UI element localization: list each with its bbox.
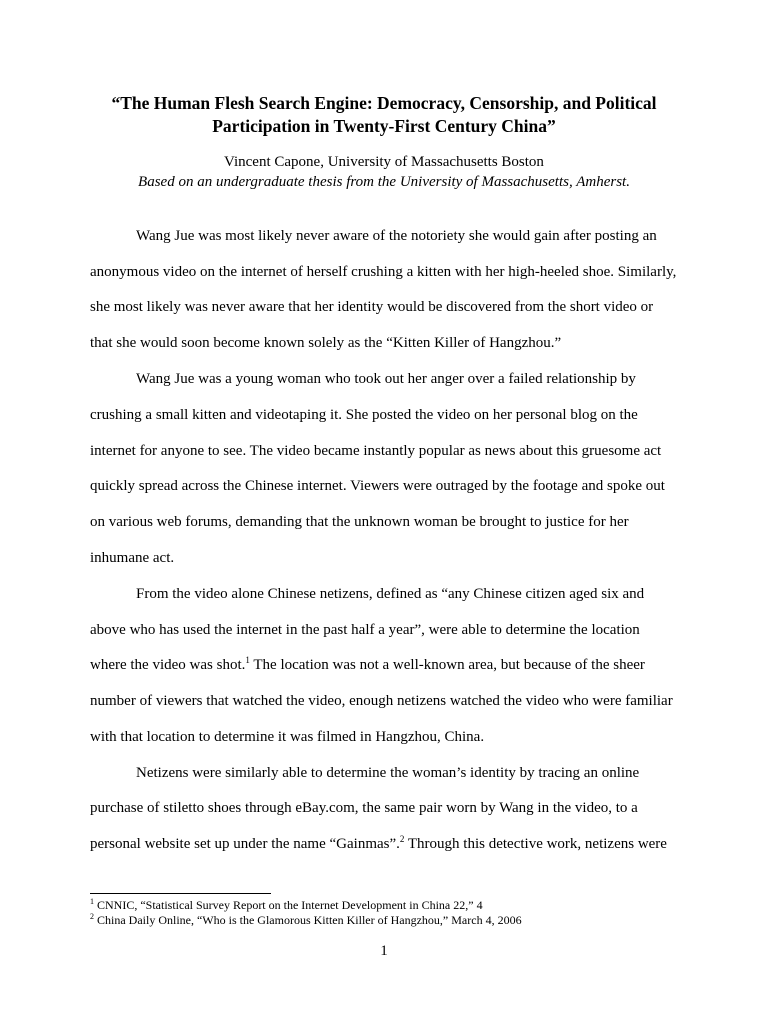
body-line-10: inhumane act. — [90, 550, 175, 566]
footnote-2-text: China Daily Online, “Who is the Glamorous Kitten Killer of Hangzhou,” March 4, 2006 — [94, 913, 522, 927]
body-line-5: Wang Jue was a young woman who took out her anger over a failed relationship by — [136, 371, 636, 387]
body-line-4: that she would soon become known solely as the “Kitten Killer of Hangzhou.” — [90, 335, 562, 351]
body-line-11: From the video alone Chinese netizens, defined as “any Chinese citizen aged six and — [136, 586, 645, 602]
body-line-7: internet for anyone to see. The video became instantly popular as news about this gruesome act — [90, 443, 662, 459]
body-line-18-text-b: Through this detective work, netizens were — [404, 836, 667, 852]
body-line-1: Wang Jue was most likely never aware of the notoriety she would gain after posting an — [136, 228, 657, 244]
body-line-13-text-b: The location was not a well-known area, but because of the sheer — [249, 657, 645, 673]
body-line-16: Netizens were similarly able to determine the woman’s identity by tracing an online — [136, 765, 640, 781]
body-line-18 — [90, 834, 667, 854]
footnote-separator — [90, 893, 271, 894]
footnote-2 — [90, 913, 522, 928]
page-number: 1 — [380, 943, 388, 959]
body-line-9: on various web forums, demanding that the unknown woman be brought to justice for her — [90, 514, 629, 530]
title-line-1: “The Human Flesh Search Engine: Democracy, Censorship, and Political — [111, 93, 657, 113]
footnote-ref-1: 1 — [245, 655, 250, 665]
body-line-14: number of viewers that watched the video, enough netizens watched the video who were familiar — [90, 693, 673, 709]
footnote-2-number: 2 — [90, 912, 94, 921]
body-line-13-text-a: where the video was shot. — [90, 657, 246, 673]
footnote-1-number: 1 — [90, 897, 94, 906]
body-line-15: with that location to determine it was filmed in Hangzhou, China. — [90, 729, 485, 745]
body-line-3: she most likely was never aware that her identity would be discovered from the short video or — [90, 299, 654, 315]
title-line-2: Participation in Twenty-First Century China” — [212, 116, 556, 136]
author-line: Vincent Capone, University of Massachusetts Boston — [224, 154, 544, 170]
footnote-1 — [90, 898, 483, 913]
body-line-13 — [90, 655, 645, 675]
body-line-17: purchase of stiletto shoes through eBay.com, the same pair worn by Wang in the video, to a — [90, 800, 638, 816]
body-line-8: quickly spread across the Chinese internet. Viewers were outraged by the footage and spoke out — [90, 478, 665, 494]
body-line-12: above who has used the internet in the past half a year”, were able to determine the location — [90, 622, 640, 638]
body-line-2: anonymous video on the internet of herself crushing a kitten with her high-heeled shoe. Similarly, — [90, 264, 677, 280]
body-line-6: crushing a small kitten and videotaping it. She posted the video on her personal blog on the — [90, 407, 638, 423]
thesis-note: Based on an undergraduate thesis from the University of Massachusetts, Amherst. — [138, 174, 630, 190]
document-title — [40, 92, 728, 138]
body-line-18-text-a: personal website set up under the name “Gainmas”. — [90, 836, 400, 852]
footnote-ref-2: 2 — [399, 834, 405, 844]
footnote-1-text: CNNIC, “Statistical Survey Report on the Internet Development in China 22,” 4 — [94, 898, 483, 912]
